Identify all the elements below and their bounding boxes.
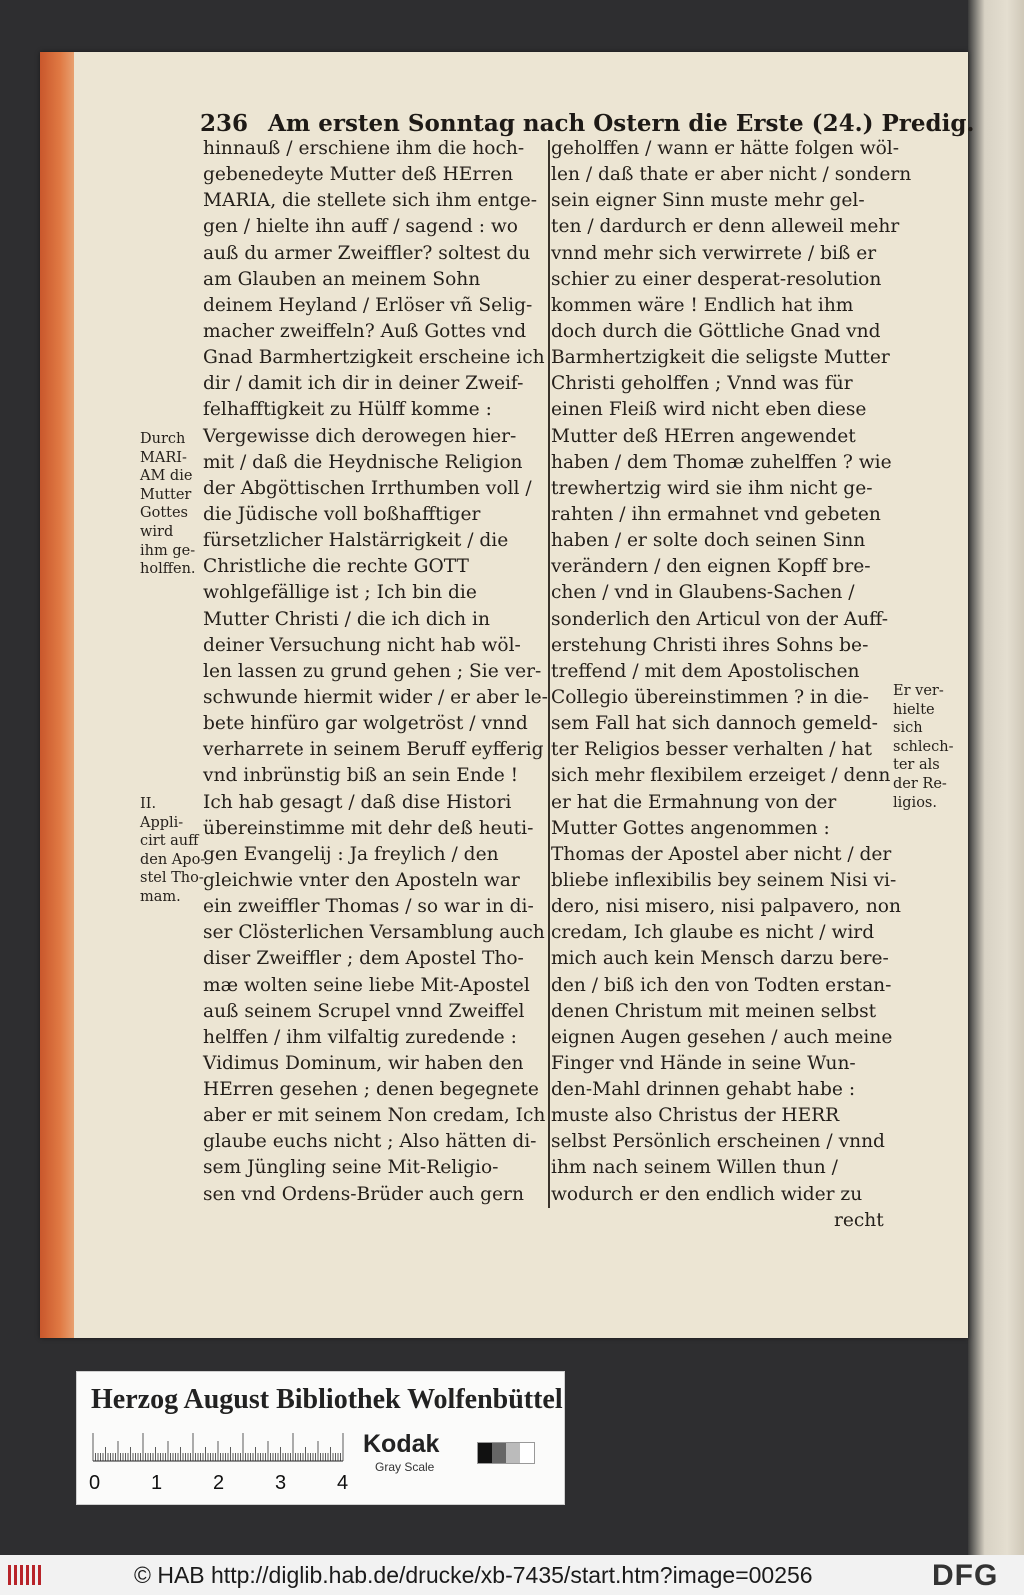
running-title: Am ersten Sonntag nach Ostern die Erste (24.) Predig.: [268, 110, 975, 137]
margin-note-line: stel Tho-: [140, 870, 204, 887]
text-line: vnd inbrünstig biß an sein Ende !: [203, 765, 519, 787]
gray-patch-light: [506, 1443, 520, 1463]
library-name: Herzog August Bibliothek Wolfenbüttel: [91, 1384, 563, 1415]
text-line: die Jüdische voll boßhafftiger: [203, 503, 481, 525]
gray-patch-black: [478, 1443, 492, 1463]
ruler-scale: [93, 1432, 343, 1462]
ruler-number: 4: [337, 1472, 349, 1494]
text-line: Christliche die rechte GOTT: [203, 556, 469, 578]
catchword: recht: [834, 1210, 884, 1231]
text-line: erstehung Christi ihres Sohns be-: [551, 634, 869, 656]
footer-bar: [0, 1555, 1024, 1595]
margin-note-line: ihm ge-: [140, 542, 196, 559]
text-line: Thomas der Apostel aber nicht / der: [551, 843, 892, 865]
footer-copyright-link[interactable]: © HAB http://diglib.hab.de/drucke/xb-7435/start.htm?image=00256: [134, 1562, 813, 1588]
text-line: der Abgöttischen Irrthumben voll /: [203, 477, 532, 499]
text-line: Collegio übereinstimmen ? in die-: [551, 686, 869, 708]
text-line: aber er mit seinem Non credam, Ich: [203, 1105, 546, 1127]
ruler-number: 3: [275, 1472, 287, 1494]
text-line: kommen wäre ! Endlich hat ihm: [551, 294, 854, 316]
text-line: deinem Heyland / Erlöser vñ Selig-: [203, 294, 533, 316]
text-line: Vergewisse dich derowegen hier-: [203, 425, 517, 447]
page-edge-red: [40, 52, 74, 1338]
margin-note-line: Gottes: [140, 505, 188, 522]
text-line: am Glauben an meinem Sohn: [203, 268, 481, 290]
text-line: übereinstimme mit dehr deß heuti-: [203, 817, 534, 839]
left-column: [203, 136, 548, 1208]
margin-note-line: II.: [140, 796, 157, 812]
text-line: selbst Persönlich erscheinen / vnnd: [551, 1131, 885, 1153]
text-line: len lassen zu grund gehen ; Sie ver-: [203, 660, 542, 682]
text-line: dero, nisi misero, nisi palpavero, non: [551, 896, 901, 918]
dfg-logo: DFG: [932, 1559, 999, 1592]
text-line: sen vnd Ordens-Brüder auch gern: [203, 1183, 524, 1205]
next-page-edge: [968, 0, 1024, 1555]
hab-logo-icon: [6, 1561, 46, 1589]
library-color-card: [76, 1371, 565, 1505]
text-line: denen Christum mit meinen selbst: [551, 1000, 877, 1022]
text-line: auß du armer Zweiffler? soltest du: [203, 242, 531, 264]
text-line: wodurch er den endlich wider zu: [551, 1183, 863, 1205]
margin-note-line: ter als: [893, 757, 940, 774]
text-line: ter Religios besser verhalten / hat: [551, 739, 872, 761]
text-line: haben / dem Thomæ zuhelffen ? wie: [551, 451, 892, 473]
text-line: Ich hab gesagt / daß dise Histori: [203, 791, 512, 813]
margin-note-line: holffen.: [140, 561, 196, 578]
text-line: sich mehr flexibilem erzeiget / denn: [551, 765, 891, 787]
text-line: Christi geholffen ; Vnnd was für: [551, 373, 853, 395]
margin-note-line: Mutter: [140, 486, 192, 503]
text-line: gebenedeyte Mutter deß HErren: [203, 164, 514, 186]
text-line: sonderlich den Articul von der Auff-: [551, 608, 888, 630]
text-line: geholffen / wann er hätte folgen wöl-: [551, 138, 900, 159]
margin-note-line: Er ver-: [893, 683, 944, 699]
margin-note-line: Appli-: [140, 814, 184, 831]
text-line: er hat die Ermahnung von der: [551, 791, 837, 813]
margin-note-line: cirt auff: [140, 833, 199, 850]
text-line: ser Clösterlichen Versamblung auch: [203, 922, 545, 944]
text-line: einen Fleiß wird nicht eben diese: [551, 399, 867, 421]
text-line: ihm nach seinem Willen thun /: [551, 1157, 838, 1179]
text-line: doch durch die Göttliche Gnad vnd: [551, 320, 881, 342]
text-line: Barmhertzigkeit die seligste Mutter: [551, 347, 890, 369]
gray-scale-patches: [477, 1442, 535, 1464]
text-line: gen / hielte ihn auff / sagend : wo: [203, 216, 518, 238]
text-line: bliebe inflexibilis bey seinem Nisi vi-: [551, 869, 897, 891]
text-line: hinnauß / erschiene ihm die hoch-: [203, 138, 525, 159]
text-line: Mutter deß HErren angewendet: [551, 425, 856, 447]
margin-note-line: den Apo-: [140, 851, 206, 868]
margin-note-maria: [140, 430, 196, 579]
ruler-numbers: [89, 1472, 359, 1498]
text-line: mich auch kein Mensch darzu bere-: [551, 948, 889, 970]
text-line: felhafftigkeit zu Hülff komme :: [203, 399, 492, 421]
text-line: glaube euchs nicht ; Also hätten di-: [203, 1131, 537, 1153]
text-line: fürsetzlicher Halstärrigkeit / die: [203, 530, 509, 552]
text-line: diser Zweiffler ; dem Apostel Tho-: [203, 948, 524, 970]
text-line: HErren gesehen ; denen begegnete: [203, 1079, 539, 1101]
text-line: gen Evangelij : Ja freylich / den: [203, 843, 499, 865]
ruler-number: 2: [213, 1472, 225, 1494]
text-line: deiner Versuchung nicht hab wöl-: [203, 634, 521, 656]
margin-note-line: wird: [140, 523, 174, 540]
text-line: trewhertzig wird sie ihm nicht ge-: [551, 477, 873, 499]
text-line: muste also Christus der HERR: [551, 1105, 840, 1127]
text-line: haben / er solte doch seinen Sinn: [551, 530, 866, 552]
text-line: sem Jüngling seine Mit-Religio-: [203, 1157, 499, 1179]
text-line: wohlgefällige ist ; Ich bin die: [203, 582, 477, 604]
text-line: len / daß thate er aber nicht / sondern: [551, 164, 912, 186]
margin-note-line: Durch: [140, 431, 186, 447]
text-line: mit / daß die Heydnische Religion: [203, 451, 523, 473]
text-line: treffend / mit dem Apostolischen: [551, 660, 860, 682]
right-column: [551, 136, 912, 1208]
margin-note-line: sich: [893, 720, 923, 737]
kodak-subtitle: Gray Scale: [375, 1460, 435, 1474]
kodak-logo: Kodak: [363, 1430, 440, 1458]
margin-note-line: der Re-: [893, 775, 947, 792]
text-line: Gnad Barmhertzigkeit erscheine ich: [203, 347, 545, 369]
text-line: chen / vnd in Glaubens-Sachen /: [551, 582, 855, 604]
text-line: bete hinfüro gar wolgetröst / vnnd: [203, 713, 528, 735]
margin-note-line: mam.: [140, 888, 181, 905]
margin-note-line: ligios.: [893, 794, 937, 811]
margin-note-applicirt: [140, 795, 205, 907]
text-line: Mutter Christi / die ich dich in: [203, 608, 490, 630]
text-line: verharrete in seinem Beruff eyfferig: [203, 739, 544, 761]
text-line: schier zu einer desperat-resolution: [551, 268, 882, 290]
text-line: credam, Ich glaube es nicht / wird: [551, 922, 875, 944]
text-line: helffen / ihm vilfaltig zuredende :: [203, 1026, 517, 1048]
ruler-number: 1: [151, 1472, 163, 1494]
text-line: ein zweiffler Thomas / so war in di-: [203, 896, 534, 918]
text-line: gleichwie vnter den Aposteln war: [203, 869, 520, 891]
text-line: auß seinem Scrupel vnnd Zweiffel: [203, 1000, 525, 1022]
text-line: schwunde hiermit wider / er aber le-: [203, 686, 548, 708]
gray-patch-dark: [492, 1443, 506, 1463]
text-line: den-Mahl drinnen gehabt habe :: [551, 1079, 856, 1101]
gray-patch-white: [520, 1443, 534, 1463]
margin-note-line: MARI-: [140, 449, 187, 466]
page-number: 236: [200, 110, 249, 137]
text-line: macher zweiffeln? Auß Gottes vnd: [203, 320, 527, 342]
text-line: rahten / ihn ermahnet vnd gebeten: [551, 503, 881, 525]
text-line: Vidimus Dominum, wir haben den: [203, 1052, 524, 1074]
column-divider: [548, 140, 550, 1208]
text-line: den / biß ich den von Todten erstan-: [551, 974, 892, 996]
text-line: mæ wolten seine liebe Mit-Apostel: [203, 974, 530, 996]
margin-note-line: schlech-: [893, 738, 954, 755]
text-line: verändern / den eignen Kopff bre-: [551, 556, 871, 578]
margin-note-line: hielte: [893, 701, 935, 718]
text-line: dir / damit ich dir in deiner Zweif-: [203, 373, 524, 395]
text-line: ten / dardurch er denn alleweil mehr: [551, 216, 900, 238]
ruler-number: 0: [89, 1472, 101, 1494]
text-line: MARIA, die stellete sich ihm entge-: [203, 190, 538, 212]
margin-note-line: AM die: [140, 468, 193, 485]
margin-note-verhielte: [893, 682, 953, 812]
text-line: sein eigner Sinn muste mehr gel-: [551, 190, 865, 212]
text-line: eignen Augen gesehen / auch meine: [551, 1026, 893, 1048]
text-line: Mutter Gottes angenommen :: [551, 817, 830, 839]
text-line: Finger vnd Hände in seine Wun-: [551, 1052, 856, 1074]
text-line: sem Fall hat sich dannoch gemeld-: [551, 713, 878, 735]
text-line: vnnd mehr sich verwirrete / biß er: [551, 242, 877, 264]
